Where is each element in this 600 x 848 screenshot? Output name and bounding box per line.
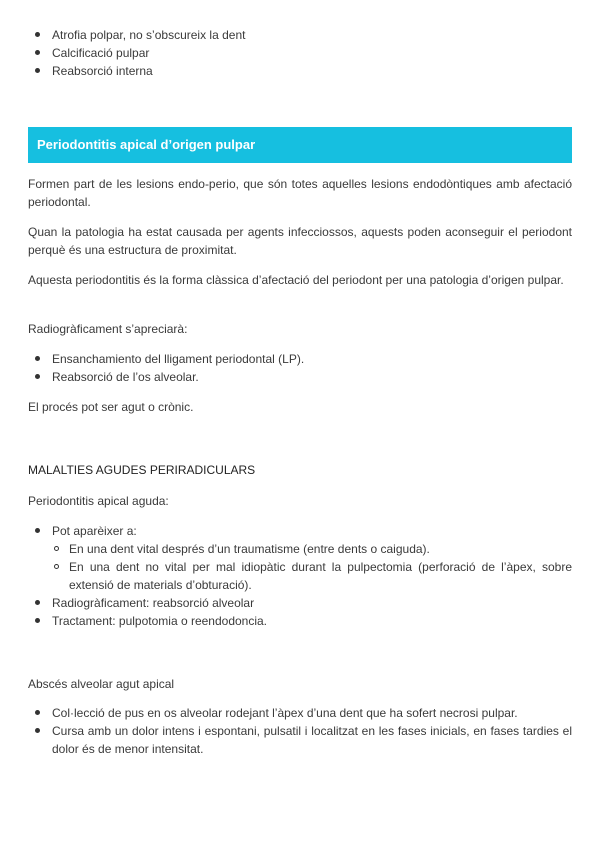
bullet-icon [35, 728, 40, 733]
list-item: Reabsorció interna [28, 62, 572, 80]
list-item: Pot aparèixer a: En una dent vital després d’un traumatisme (entre dents o caiguda). En una dent no vital per mal idiopàtic durant la pulpectomia (perforació de l’àpex, sobre extensió de materials d’obturació). [28, 522, 572, 594]
list-item: Tractament: pulpotomia o reendodoncia. [28, 612, 572, 630]
list-item: Reabsorció de l’os alveolar. [28, 368, 572, 386]
list-item: Calcificació pulpar [28, 44, 572, 62]
bullet-icon [35, 68, 40, 73]
cause-paragraph: Quan la patologia ha estat causada per agents infecciossos, aquests poden aconseguir el periodont perquè és una estructura de proximitat. [28, 225, 572, 257]
subsection-2-list [28, 704, 572, 758]
nested-list-item: En una dent no vital per mal idiopàtic durant la pulpectomia (perforació de l’àpex, sobre extensió de materials d’obturació). [52, 558, 572, 594]
subsection-1-list [28, 522, 572, 630]
banner-title: Periodontitis apical d’origen pulpar [37, 137, 256, 152]
bullet-icon [35, 50, 40, 55]
process-paragraph: El procés pot ser agut o crònic. [28, 400, 194, 414]
subsection-1-title: Periodontitis apical aguda: [28, 494, 169, 508]
bullet-icon [35, 600, 40, 605]
bullet-icon [35, 528, 40, 533]
list-item: Cursa amb un dolor intens i espontani, pulsatil i localitzat en les fases inicials, en fases tardies el dolor és de menor intensitat. [28, 722, 572, 758]
hollow-bullet-icon [54, 564, 59, 569]
bullet-icon [35, 356, 40, 361]
top-bullet-list [28, 26, 572, 80]
hollow-bullet-icon [54, 546, 59, 551]
radiographic-paragraph: Radiogràficament s’apreciarà: [28, 322, 188, 336]
nested-list-item: En una dent vital després d’un traumatisme (entre dents o caiguda). [52, 540, 572, 558]
section-heading: MALALTIES AGUDES PERIRADICULARS [28, 463, 256, 477]
section-banner [28, 127, 572, 163]
list-item: Atrofia polpar, no s’obscureix la dent [28, 26, 572, 44]
subsection-2-title: Abscés alveolar agut apical [28, 677, 175, 691]
list-item: Ensanchamiento del lligament periodontal (LP). [28, 350, 572, 368]
list-item: Col·lecció de pus en os alveolar rodejant l’àpex d’una dent que ha sofert necrosi pulpar. [28, 704, 572, 722]
list-item: Radiogràficament: reabsorció alveolar [28, 594, 572, 612]
bullet-icon [35, 618, 40, 623]
bullet-icon [35, 374, 40, 379]
bullet-icon [35, 32, 40, 37]
bullet-icon [35, 710, 40, 715]
radiographic-list [28, 350, 572, 386]
classic-paragraph: Aquesta periodontitis és la forma clàssica d’afectació del periodont per una patologia d’origen pulpar. [28, 273, 564, 287]
intro-paragraph: Formen part de les lesions endo-perio, que són totes aquelles lesions endodòntiques amb afectació periodontal. [28, 177, 572, 209]
nested-list [52, 540, 572, 594]
